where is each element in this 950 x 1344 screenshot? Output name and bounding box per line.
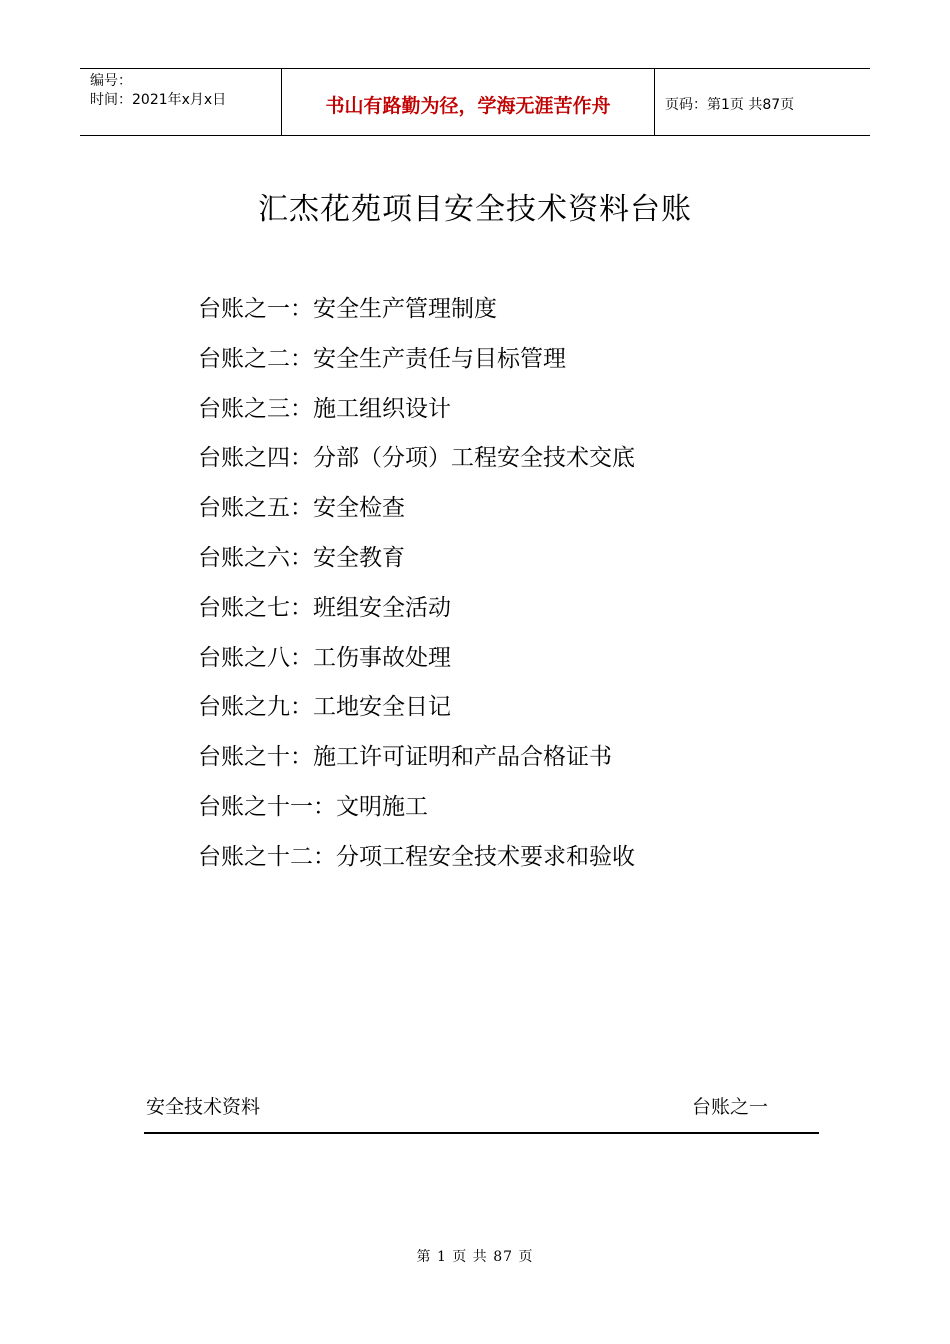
serial-label: 编号： [90, 73, 132, 89]
header-meta-cell [80, 69, 282, 135]
header-table [80, 68, 870, 136]
toc-item: 台账之五：安全检查 [198, 495, 405, 522]
toc-item: 台账之一：安全生产管理制度 [198, 296, 497, 322]
toc-item: 台账之十一：文明施工 [198, 793, 428, 820]
time-label: 时间：2021年x月x日 [90, 92, 227, 108]
header-motto: 书山有路勤为径，学海无涯苦作舟 [282, 69, 655, 135]
toc-item: 台账之三：施工组织设计 [198, 395, 451, 422]
toc-item: 台账之二：安全生产责任与目标管理 [198, 345, 566, 372]
footer-divider [144, 1132, 819, 1134]
toc-item: 台账之八：工伤事故处理 [198, 644, 451, 671]
toc-item: 台账之七：班组安全活动 [198, 594, 451, 621]
toc-item: 台账之九：工地安全日记 [198, 694, 451, 721]
header-page-info: 页码：第1页 共87页 [665, 96, 795, 113]
document-title: 汇杰花苑项目安全技术资料台账 [258, 192, 692, 227]
footer-ledger-label: 台账之一 [692, 1096, 769, 1118]
toc-item: 台账之六：安全教育 [198, 544, 405, 571]
toc-list [198, 288, 635, 886]
footer-section-label: 安全技术资料 [146, 1096, 261, 1118]
page-number: 第 1 页 共 87 页 [416, 1249, 534, 1265]
toc-item: 台账之四：分部（分项）工程安全技术交底 [198, 445, 635, 472]
toc-item: 台账之十二：分项工程安全技术要求和验收 [198, 843, 635, 870]
toc-item: 台账之十：施工许可证明和产品合格证书 [198, 744, 612, 771]
